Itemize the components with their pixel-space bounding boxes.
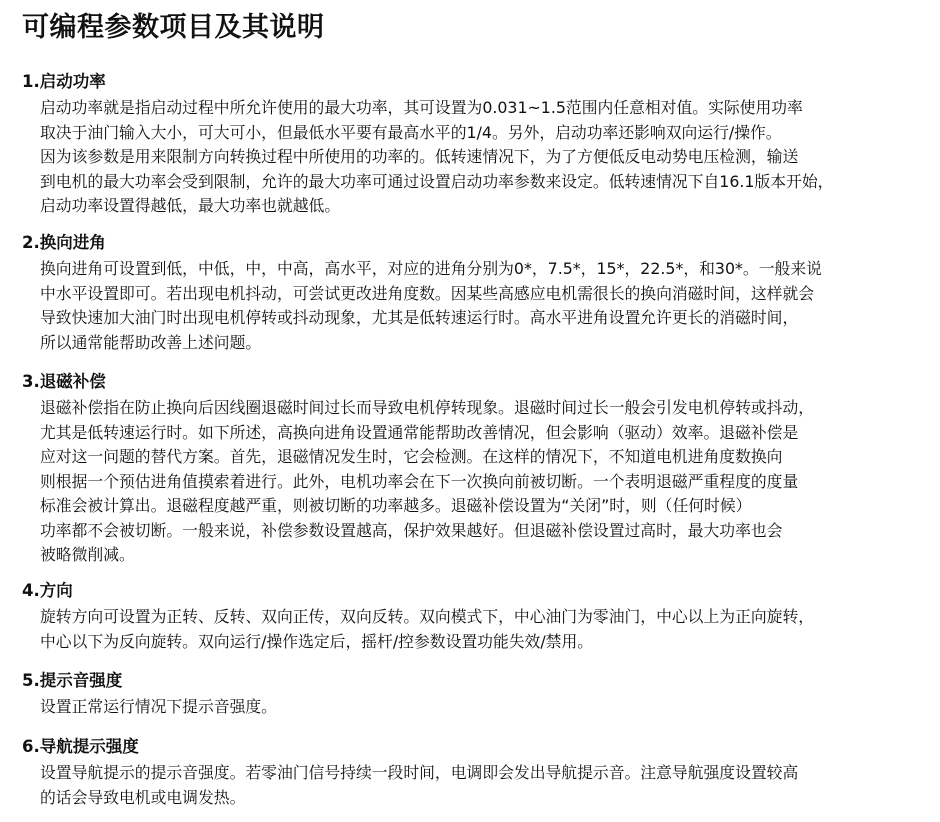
body-line: 中水平设置即可。若出现电机抖动，可尝试更改进角度数。因某些高感应电机需很长的换向消磁时间，这样就会 xyxy=(40,283,815,303)
section-body xyxy=(40,605,814,654)
body-line: 设置导航提示的提示音强度。若零油门信号持续一段时间，电调即会发出导航提示音。注意导航强度设置较高 xyxy=(40,763,799,782)
section-body xyxy=(40,96,833,219)
body-line: 的话会导致电机或电调发热。 xyxy=(40,787,246,807)
body-line: 因为该参数是用来限制方向转换过程中所使用的功率的。低转速情况下，为了方便低反电动势电压检测，输送 xyxy=(40,147,799,166)
body-line: 功率都不会被切断。一般来说，补偿参数设置越高，保护效果越好。但退磁补偿设置过高时，最大功率也会 xyxy=(40,520,783,540)
body-line: 启动功率设置得越低，最大功率也就越低。 xyxy=(40,196,341,215)
section-heading: 1.启动功率 xyxy=(22,72,106,91)
body-line: 设置正常运行情况下提示音强度。 xyxy=(40,697,277,716)
body-line: 导致快速加大油门时出现电机停转或抖动现象，尤其是低转速运行时。高水平进角设置允许更长的消磁时间， xyxy=(40,308,799,327)
body-line: 退磁补偿指在防止换向后因线圈退磁时间过长而导致电机停转现象。退磁时间过长一般会引发电机停转或抖动， xyxy=(40,398,815,417)
body-line: 旋转方向可设置为正转、反转、双向正传，双向反转。双向模式下，中心油门为零油门，中心以上为正向旋转， xyxy=(40,607,815,626)
page-title: 可编程参数项目及其说明 xyxy=(22,12,325,43)
body-line: 标准会被计算出。退磁程度越严重，则被切断的功率越多。退磁补偿设置为“关闭”时，则（任何时候） xyxy=(40,496,752,515)
body-line: 被略微削减。 xyxy=(40,545,135,564)
body-line: 中心以下为反向旋转。双向运行/操作选定后，摇杆/控参数设置功能失效/禁用。 xyxy=(40,631,594,651)
section-body xyxy=(40,396,814,568)
body-line: 应对这一问题的替代方案。首先，退磁情况发生时，它会检测。在这样的情况下，不知道电机进角度数换向 xyxy=(40,447,783,466)
body-line: 到电机的最大功率会受到限制，允许的最大功率可通过设置启动功率参数来设定。低转速情况下自16.1版本开始， xyxy=(40,171,834,191)
section-heading: 3.退磁补偿 xyxy=(22,372,106,391)
body-line: 则根据一个预估进角值摸索着进行。此外，电机功率会在下一次换向前被切断。一个表明退磁严重程度的度量 xyxy=(40,471,799,491)
body-line: 启动功率就是指启动过程中所允许使用的最大功率，其可设置为0.031~1.5范围内任意相对值。实际使用功率 xyxy=(40,98,803,117)
section-body xyxy=(40,695,277,720)
section-heading: 2.换向进角 xyxy=(22,233,106,252)
body-line: 换向进角可设置到低，中低，中，中高，高水平，对应的进角分别为0*，7.5*，15*，22.5*，和30*。一般来说 xyxy=(40,259,822,278)
section-heading: 4.方向 xyxy=(22,581,73,600)
body-line: 取决于油门输入大小，可大可小，但最低水平要有最高水平的1/4。另外，启动功率还影响双向运行/操作。 xyxy=(40,122,782,142)
body-line: 所以通常能帮助改善上述问题。 xyxy=(40,332,262,352)
section-body xyxy=(40,257,822,355)
section-body xyxy=(40,761,798,810)
body-line: 尤其是低转速运行时。如下所述，高换向进角设置通常能帮助改善情况，但会影响（驱动）效率。退磁补偿是 xyxy=(40,422,799,442)
section-heading: 6.导航提示强度 xyxy=(22,737,139,756)
section-heading: 5.提示音强度 xyxy=(22,671,123,690)
